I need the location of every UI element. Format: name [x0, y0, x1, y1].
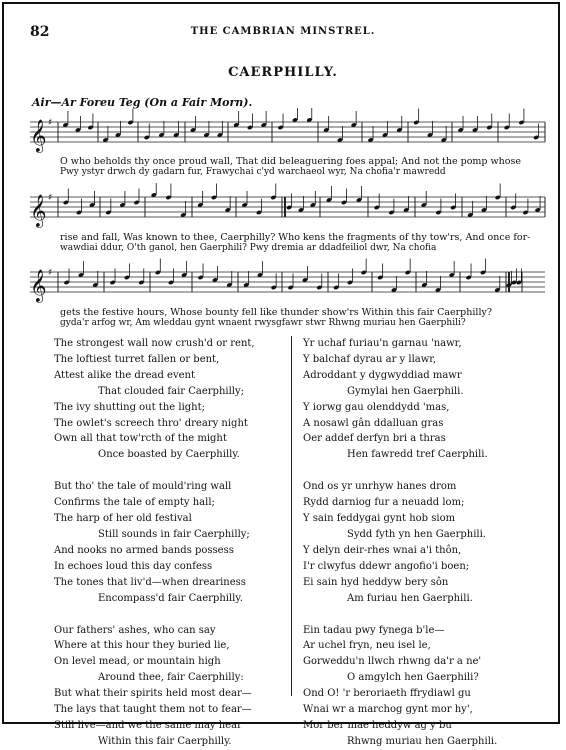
lyric-welsh-2: wawdiai ddur, O'th ganol, hen Gaerphili? Pwy dremia ar ddadfeiliol dwr, Na chofia	[60, 243, 437, 253]
svg-text:𝄞: 𝄞	[30, 269, 47, 302]
verse-line: That clouded fair Caerphilly;	[98, 385, 245, 397]
verse-line: The loftiest turret fallen or bent,	[54, 353, 220, 365]
verse-line: But tho' the tale of mould'ring wall	[54, 481, 232, 493]
page-number: 82	[30, 24, 50, 40]
svg-text:♯: ♯	[48, 118, 53, 128]
verse-line: Attest alike the dread event	[54, 369, 195, 381]
verses-english	[54, 336, 284, 750]
verse-line: Mor ber mae heddyw ag y bu	[303, 719, 452, 731]
verse-line: Adroddant y dygwyddiad mawr	[303, 369, 462, 381]
verse-line: Y delyn deir-rhes wnai a'i thôn,	[303, 544, 462, 556]
verse-line: Within this fair Caerphilly.	[98, 735, 232, 747]
verse-line: Still sounds in fair Caerphilly;	[98, 528, 250, 540]
music-staff-3	[0, 258, 566, 308]
lyric-english-2: rise and fall, Was known to thee, Caerphilly? Who kens the fragments of thy tow'rs, And once for-	[60, 232, 531, 243]
stanza-gap	[303, 463, 538, 479]
stanza-gap	[54, 607, 284, 623]
lyric-welsh-1: Pwy ystyr drwch dy gadarn fur, Frawychai c'yd warchaeol wyr, Na chofia'r mawredd	[60, 167, 446, 177]
verse-line: Rydd darniog fur a neuadd lom;	[303, 497, 465, 509]
verse-line: And nooks no armed bands possess	[54, 544, 234, 556]
verse-line: Wnai wr a marchog gynt mor hy',	[303, 704, 473, 716]
verse-line: Rhwng muriau hen Gaerphili.	[347, 735, 498, 747]
song-title: CAERPHILLY.	[228, 65, 338, 80]
verse-line: Once boasted by Caerphilly.	[98, 449, 240, 461]
verse-line: O amgylch hen Gaerphili?	[347, 672, 479, 684]
verse-line: Ei sain hyd heddyw bery sôn	[303, 576, 449, 588]
verses-welsh	[303, 336, 538, 750]
verse-line: The owlet's screech thro' dreary night	[54, 417, 248, 429]
verse-line: But what their spirits held most dear—	[54, 688, 252, 700]
verse-line: Encompass'd fair Caerphilly.	[98, 592, 243, 604]
lyric-english-3: gets the festive hours, Whose bounty fell like thunder show'rs Within this fair Caerphilly?	[60, 307, 492, 318]
verse-line: Ar uchel fryn, neu isel le,	[303, 640, 431, 652]
running-head: THE CAMBRIAN MINSTREL.	[190, 26, 376, 37]
verse-line: Where at this hour they buried lie,	[54, 640, 230, 652]
verse-line: Ond O! 'r beroriaeth ffrydiawl gu	[303, 688, 471, 700]
verse-line: Y iorwg gau olenddydd 'mas,	[303, 401, 450, 413]
verse-line: Ein tadau pwy fynega b'le—	[303, 624, 445, 636]
verse-line: Confirms the tale of empty hall;	[54, 497, 215, 509]
verse-line: Y balchaf dyrau ar y llawr,	[303, 353, 437, 365]
verse-line: Own all that tow'rcth of the might	[54, 433, 227, 445]
verse-line: Sydd fyth yn hen Gaerphili.	[347, 528, 486, 540]
verse-line: On level mead, or mountain high	[54, 656, 221, 668]
lyric-english-1: O who beholds thy once proud wall, That did beleaguering foes appal; And not the pomp whose	[60, 156, 521, 167]
verse-line: Ond os yr unrhyw hanes drom	[303, 481, 457, 493]
verse-line: Gymylai hen Gaerphili.	[347, 385, 464, 397]
verse-line: A nosawl gân ddalluan gras	[303, 417, 444, 429]
verse-line: Am furiau hen Gaerphili.	[347, 592, 473, 604]
music-staff-2	[0, 183, 566, 233]
air-label: Air—Ar Foreu Teg (On a Fair Morn).	[32, 96, 253, 109]
svg-text:𝄞: 𝄞	[30, 119, 47, 152]
stanza-gap	[303, 607, 538, 623]
verse-line: I'r clwyfus ddewr angofio'i boen;	[303, 560, 470, 572]
lyric-welsh-3: gyda'r arfog wr, Am wleddau gynt wnaent rwysgfawr stwr Rhwng muriau hen Gaerphili?	[60, 318, 466, 328]
svg-text:♯: ♯	[48, 268, 53, 278]
verse-line: Gorweddu'n llwch rhwng da'r a ne'	[303, 656, 482, 668]
verse-line: The lays that taught them not to fear—	[54, 704, 252, 716]
verse-line: The harp of her old festival	[54, 513, 192, 525]
svg-text:♯: ♯	[48, 193, 53, 203]
verse-line: In echoes loud this day confess	[54, 560, 213, 572]
stanza-gap	[54, 463, 284, 479]
verse-line: The ivy shutting out the light;	[54, 401, 205, 413]
svg-text:𝄞: 𝄞	[30, 194, 47, 227]
verse-line: Oer addef derfyn bri a thras	[303, 433, 446, 445]
verse-line: Hen fawredd tref Caerphili.	[347, 449, 488, 461]
verse-line: Around thee, fair Caerphilly:	[98, 672, 244, 684]
verse-line: The strongest wall now crush'd or rent,	[54, 338, 255, 349]
column-divider	[291, 336, 292, 696]
verse-line: Our fathers' ashes, who can say	[54, 624, 216, 636]
verse-line: Yr uchaf furiau'n garnau 'nawr,	[303, 338, 462, 349]
verse-line: Still live—and we the same may hear	[54, 719, 242, 731]
verse-line: The tones that liv'd—when dreariness	[54, 576, 246, 588]
verse-line: Y sain feddygai gynt hob siom	[303, 513, 456, 525]
music-staff-1	[0, 108, 566, 158]
